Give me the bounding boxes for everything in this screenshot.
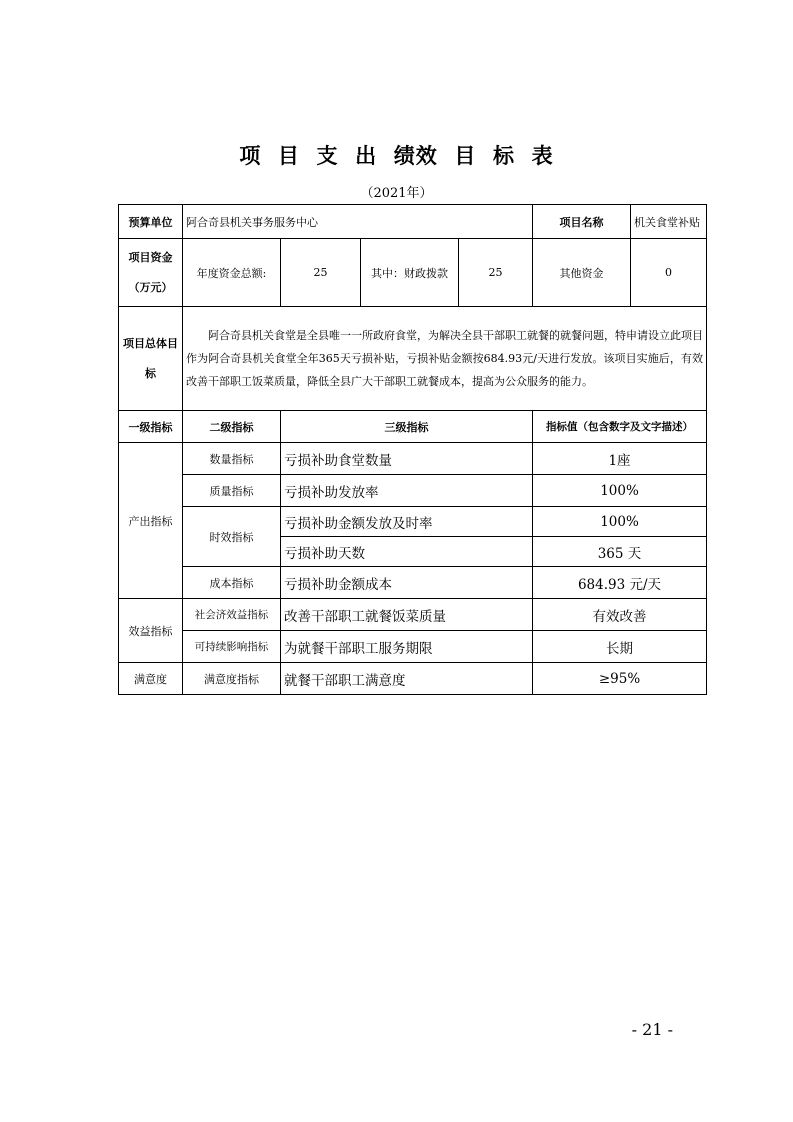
fiscal-funds-value: 25 [459,239,533,307]
page-title: 项 目 支 出 绩效 目 标 表 [239,144,554,168]
table-row [119,663,707,695]
funds-row [119,239,707,307]
funds-label-line1: 项目资金 [128,250,173,264]
timeliness-item-2: 亏损补助天数 [281,537,533,567]
social-benefit-item: 改善干部职工就餐饭菜质量 [281,599,533,631]
sustainability-value: 长期 [533,631,707,663]
table-row [119,599,707,631]
goal-label-line2: 标 [145,366,156,380]
cost-value: 684.93 元/天 [533,567,707,599]
satisfaction-value: ≥95% [533,663,707,695]
benefit-indicator-label: 效益指标 [119,599,183,663]
goal-label-line1: 项目总体目 [123,336,178,350]
quality-indicator-label: 质量指标 [183,475,281,507]
header-row [119,411,707,443]
goal-description: 阿合奇县机关食堂是全县唯一一所政府食堂，为解决全县干部职工就餐的就餐问题，特申请设立此项目作为阿合奇县机关食堂全年365天亏损补贴，亏损补贴金额按684.93元/天进行发放。该项目实施后，有效改善干部职工饭菜质量，降低全县广大干部职工就餐成本，提高为公众服务的能力。 [183,307,707,411]
quality-value: 100% [533,475,707,507]
timeliness-item-1: 亏损补助金额发放及时率 [281,507,533,537]
cost-item: 亏损补助金额成本 [281,567,533,599]
total-funds-value: 25 [281,239,361,307]
table-row [119,507,707,537]
quantity-item: 亏损补助食堂数量 [281,443,533,475]
funds-label [119,239,183,307]
timeliness-value-1: 100% [533,507,707,537]
year-label: （2021年） [360,186,433,201]
table-row [119,443,707,475]
funds-label-line2: （万元） [128,280,173,294]
budget-unit-value: 阿合奇县机关事务服务中心 [183,205,533,239]
project-name-value: 机关食堂补贴 [631,205,707,239]
sustainability-item: 为就餐干部职工服务期限 [281,631,533,663]
fiscal-funds-label: 其中：财政拨款 [361,239,459,307]
page-number: - 21 - [631,1020,673,1039]
header-value: 指标值（包含数字及文字描述） [533,411,707,443]
quantity-value: 1座 [533,443,707,475]
table-row [119,475,707,507]
performance-target-table [118,204,707,695]
cost-indicator-label: 成本指标 [183,567,281,599]
timeliness-indicator-label: 时效指标 [183,507,281,567]
other-funds-label: 其他资金 [533,239,631,307]
header-level3: 三级指标 [281,411,533,443]
satisfaction-item: 就餐干部职工满意度 [281,663,533,695]
goal-row [119,307,707,411]
total-funds-label: 年度资金总额: [183,239,281,307]
project-name-label: 项目名称 [533,205,631,239]
table-row [119,631,707,663]
social-benefit-label: 社会济效益指标 [183,599,281,631]
info-row [119,205,707,239]
other-funds-value: 0 [631,239,707,307]
timeliness-value-2: 365 天 [533,537,707,567]
satisfaction-label: 满意度 [119,663,183,695]
header-level2: 二级指标 [183,411,281,443]
sustainability-label: 可持续影响指标 [183,631,281,663]
satisfaction-indicator-label: 满意度指标 [183,663,281,695]
goal-label [119,307,183,411]
social-benefit-value: 有效改善 [533,599,707,631]
output-indicator-label: 产出指标 [119,443,183,599]
quantity-indicator-label: 数量指标 [183,443,281,475]
header-level1: 一级指标 [119,411,183,443]
budget-unit-label: 预算单位 [119,205,183,239]
quality-item: 亏损补助发放率 [281,475,533,507]
table-row [119,567,707,599]
